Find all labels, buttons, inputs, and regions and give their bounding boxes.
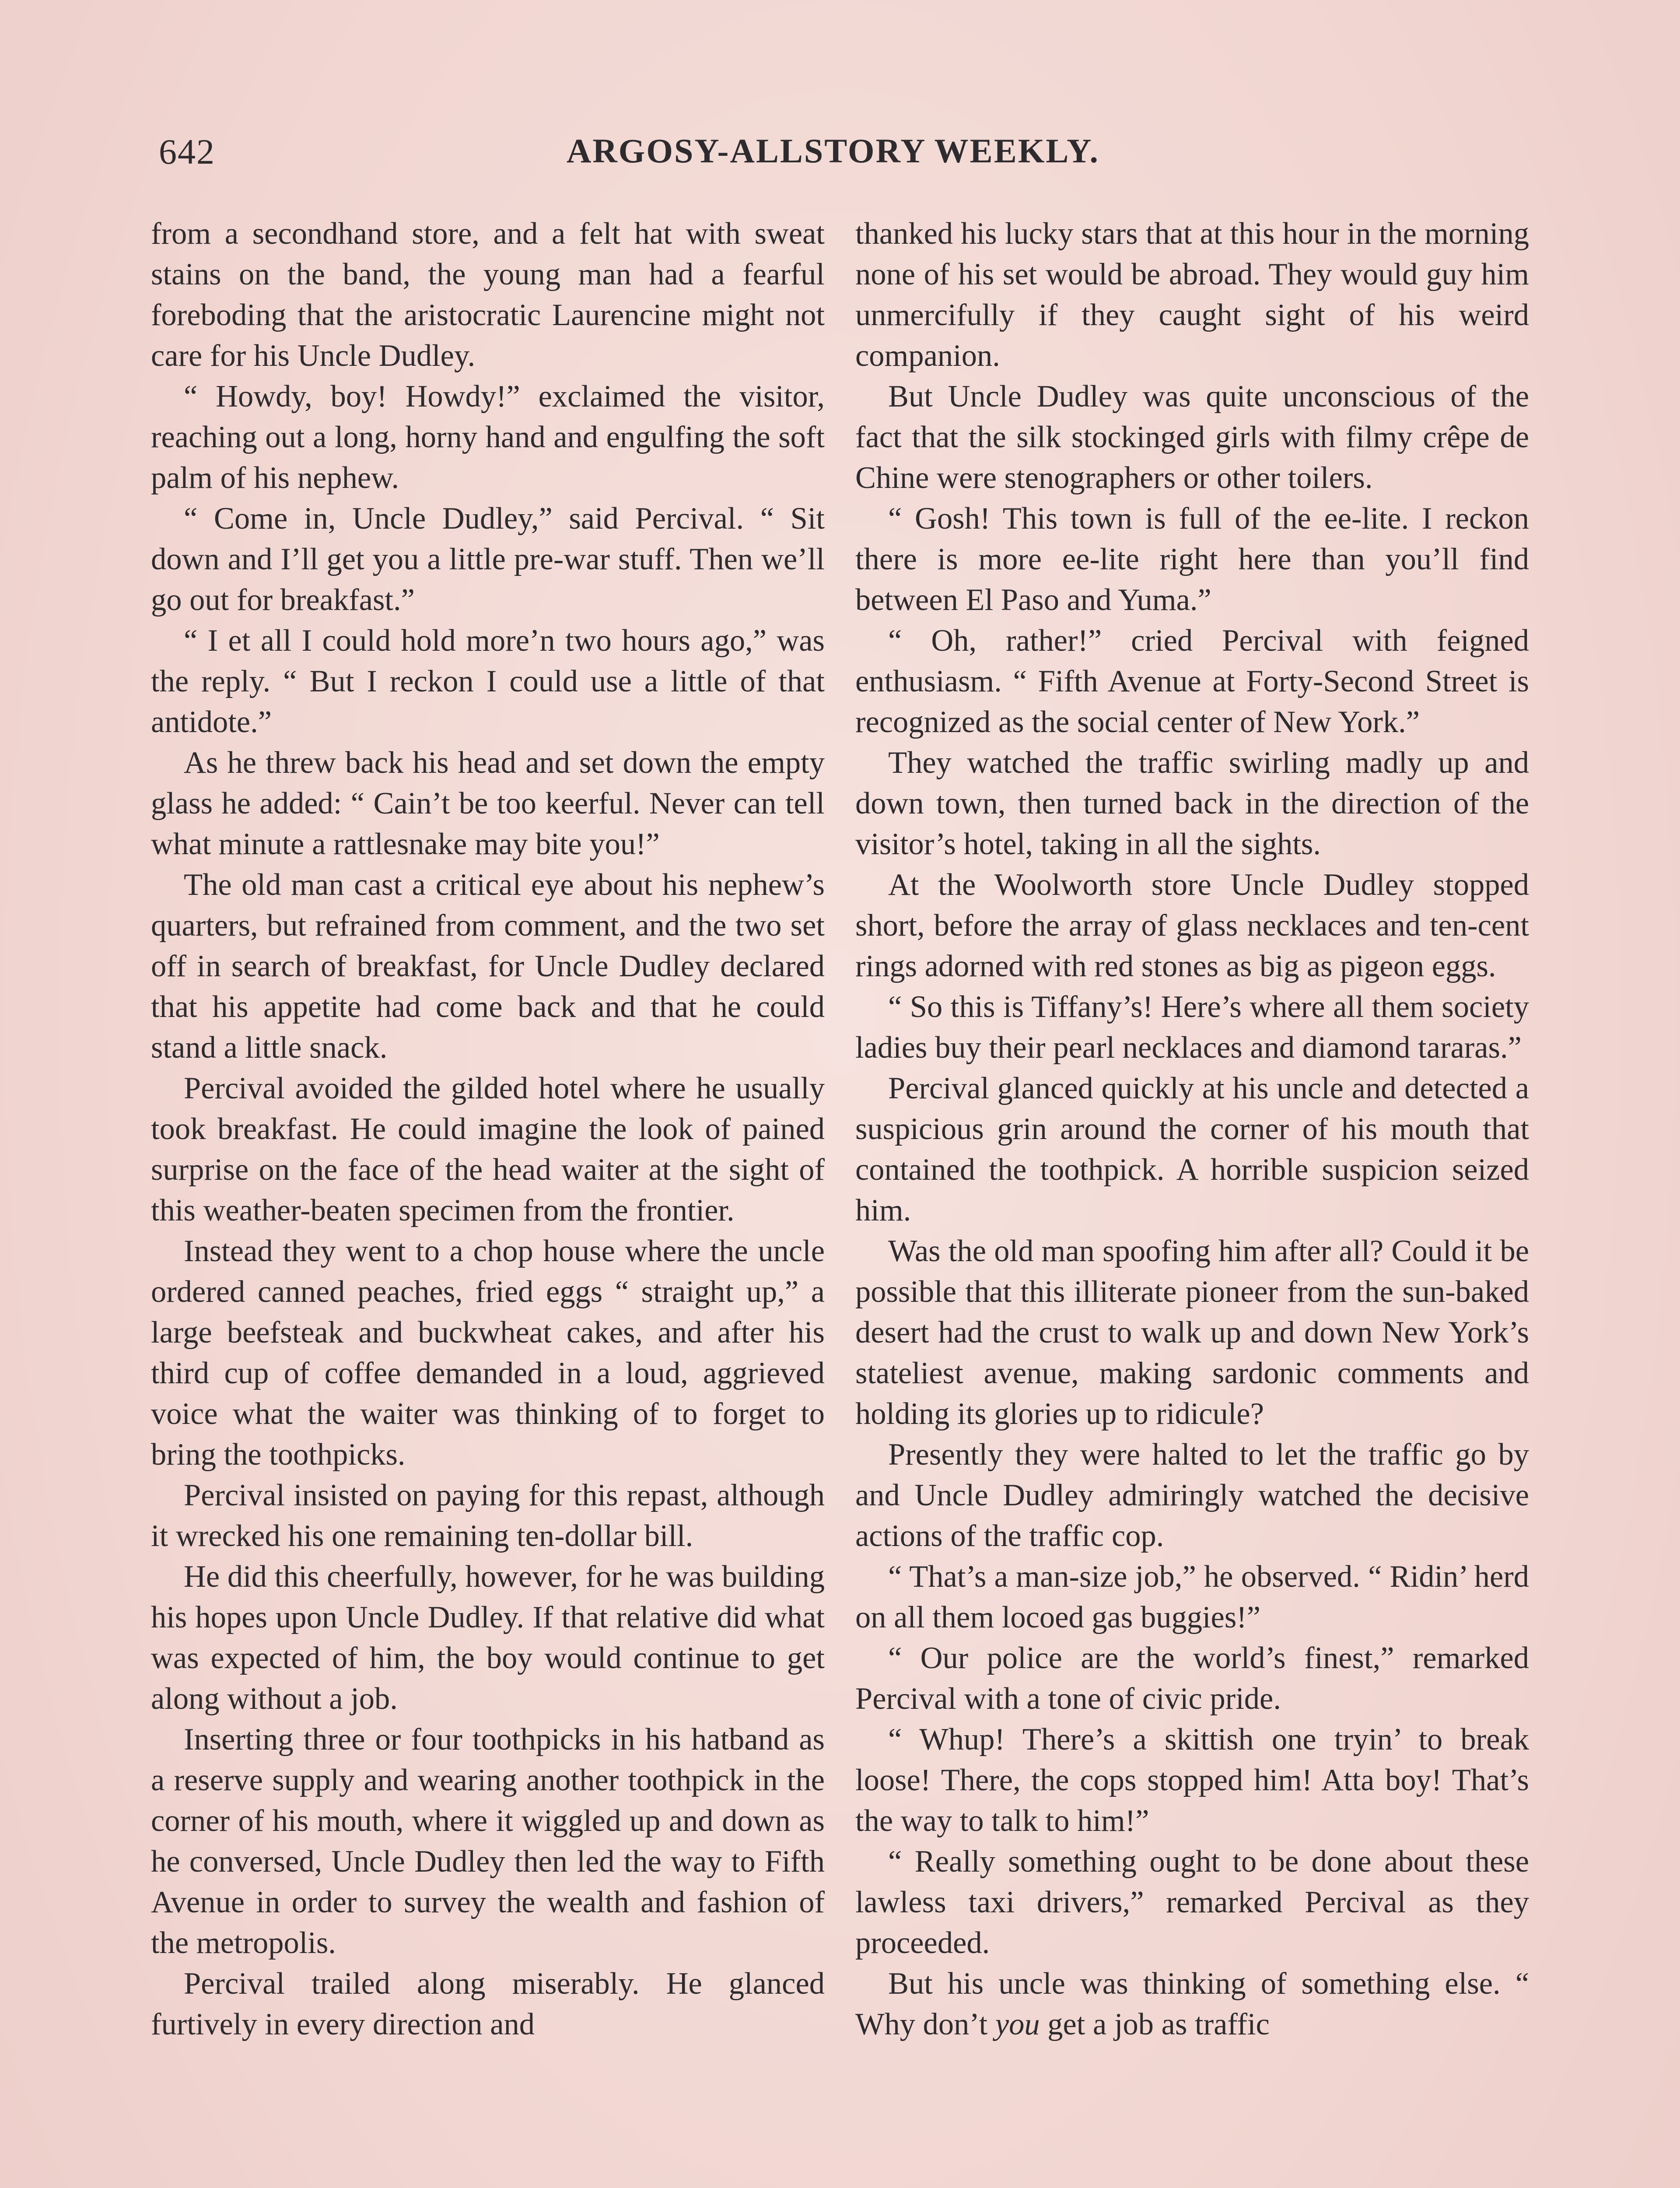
paragraph xyxy=(855,1638,1529,1719)
paragraph-text: Inserting three or four toothpicks in his hatband as a reserve supply and wearing another toothpick in the corner of his mouth, where it wiggled up and down as he conversed, Uncle Dudley then led the way to Fifth Avenue in order to survey the wealth and fashion of the metropolis. xyxy=(151,1722,825,1960)
paragraph xyxy=(151,498,825,621)
paragraph-text: “ Gosh! This town is full of the ee-lite. I reckon there is more ee-lite right here than you’ll find between El Paso and Yuma.” xyxy=(855,501,1529,617)
page-header xyxy=(151,131,1533,184)
paragraph-text: “ Our police are the world’s finest,” remarked Percival with a tone of civic pride. xyxy=(855,1641,1529,1716)
emphasis-text: you xyxy=(995,2007,1040,2041)
paragraph-text: “ I et all I could hold more’n two hours ago,” was the reply. “ But I reckon I could use a little of that antidote.” xyxy=(151,624,825,739)
paragraph-text-tail: get a job as traffic xyxy=(1040,2007,1270,2041)
left-column xyxy=(151,214,825,2045)
paragraph-text: “ Really something ought to be done about these lawless taxi drivers,” remarked Percival as they proceeded. xyxy=(855,1844,1529,1960)
paragraph-text: At the Woolworth store Uncle Dudley stopped short, before the array of glass necklaces and ten-cent rings adorned with red stones as big as pigeon eggs. xyxy=(855,868,1529,983)
paragraph-text: Presently they were halted to let the traffic go by and Uncle Dudley admiringly watched the decisive actions of the traffic cop. xyxy=(855,1438,1529,1553)
paragraph xyxy=(855,1068,1529,1231)
paragraph-text: As he threw back his head and set down the empty glass he added: “ Cain’t be too keerful. Never can tell what minute a rattlesnake may bite you!” xyxy=(151,746,825,861)
paragraph-text: The old man cast a critical eye about his nephew’s quarters, but refrained from comment, and the two set off in search of breakfast, for Uncle Dudley declared that his appetite had come back and that he could stand a little snack. xyxy=(151,868,825,1065)
paragraph-text: Was the old man spoofing him after all? Could it be possible that this illiterate pioneer from the sun-baked desert had the crust to walk up and down New York’s stateliest avenue, making sardonic comments and holding its glories up to ridicule? xyxy=(855,1234,1529,1431)
paragraph-text: “ Howdy, boy! Howdy!” exclaimed the visitor, reaching out a long, horny hand and engulfing the soft palm of his nephew. xyxy=(151,379,825,495)
paragraph-text: “ That’s a man-size job,” he observed. “ Ridin’ herd on all them locoed gas buggies!” xyxy=(855,1560,1529,1634)
paragraph-text: from a secondhand store, and a felt hat with sweat stains on the band, the young man had a fearful foreboding that the aristocratic Laurencine might not care for his Uncle Dudley. xyxy=(151,217,825,373)
paragraph xyxy=(855,214,1529,376)
paragraph-text: He did this cheerfully, however, for he was building his hopes upon Uncle Dudley. If that relative did what was expected of him, the boy would continue to get along without a job. xyxy=(151,1560,825,1716)
paragraph xyxy=(855,865,1529,987)
paragraph-text: “ So this is Tiffany’s! Here’s where all them society ladies buy their pearl necklaces and diamond tararas.” xyxy=(855,990,1529,1065)
paragraph xyxy=(855,1557,1529,1638)
paragraph xyxy=(855,376,1529,498)
paragraph-text: Percival glanced quickly at his uncle and detected a suspicious grin around the corner of his mouth that contained the toothpick. A horrible suspicion seized him. xyxy=(855,1071,1529,1227)
paragraph-text: But his uncle was thinking of something else. “ Why don’t xyxy=(855,1967,1529,2041)
paragraph xyxy=(855,1434,1529,1557)
paragraph xyxy=(151,1964,825,2045)
paragraph-text: Instead they went to a chop house where the uncle ordered canned peaches, fried eggs “ straight up,” a large beefsteak and buckwheat cakes, and after his third cup of coffee demanded in a loud, aggrieved voice what the waiter was thinking of to forget to bring the toothpicks. xyxy=(151,1234,825,1472)
paragraph xyxy=(855,1719,1529,1841)
paragraph xyxy=(855,1964,1529,2045)
paragraph xyxy=(151,214,825,376)
paragraph-text: Percival avoided the gilded hotel where he usually took breakfast. He could imagine the look of pained surprise on the face of the head waiter at the sight of this weather-beaten specimen from the frontier. xyxy=(151,1071,825,1227)
right-column xyxy=(855,214,1529,2045)
paragraph xyxy=(151,1719,825,1964)
paragraph xyxy=(151,376,825,498)
paragraph-text: thanked his lucky stars that at this hour in the morning none of his set would be abroad. They would guy him unmercifully if they caught sight of his weird companion. xyxy=(855,217,1529,373)
paragraph-text: But Uncle Dudley was quite unconscious of the fact that the silk stockinged girls with filmy crêpe de Chine were stenographers or other toilers. xyxy=(855,379,1529,495)
running-head-title: ARGOSY-ALLSTORY WEEKLY. xyxy=(567,132,1099,170)
paragraph-text: Percival trailed along miserably. He glanced furtively in every direction and xyxy=(151,1967,825,2041)
paragraph xyxy=(151,1557,825,1719)
paragraph xyxy=(151,1475,825,1557)
paragraph-text: “ Oh, rather!” cried Percival with feigned enthusiasm. “ Fifth Avenue at Forty-Second Street is recognized as the social center of New York.” xyxy=(855,624,1529,739)
paragraph-text: Percival insisted on paying for this repast, although it wrecked his one remaining ten-dollar bill. xyxy=(151,1478,825,1553)
paragraph xyxy=(855,498,1529,621)
paragraph-text: “ Whup! There’s a skittish one tryin’ to break loose! There, the cops stopped him! Atta boy! That’s the way to talk to him!” xyxy=(855,1722,1529,1838)
page-number: 642 xyxy=(159,132,215,172)
paragraph xyxy=(151,1068,825,1231)
paragraph xyxy=(855,1231,1529,1434)
paragraph xyxy=(151,865,825,1068)
paragraph xyxy=(855,743,1529,865)
paragraph xyxy=(855,621,1529,743)
paragraph xyxy=(855,987,1529,1068)
paragraph-text: “ Come in, Uncle Dudley,” said Percival. “ Sit down and I’ll get you a little pre-war stuff. Then we’ll go out for breakfast.” xyxy=(151,501,825,617)
paragraph xyxy=(855,1841,1529,1964)
paragraph xyxy=(151,1231,825,1475)
paragraph-text: They watched the traffic swirling madly up and down town, then turned back in the direction of the visitor’s hotel, taking in all the sights. xyxy=(855,746,1529,861)
paragraph xyxy=(151,621,825,743)
paragraph xyxy=(151,743,825,865)
